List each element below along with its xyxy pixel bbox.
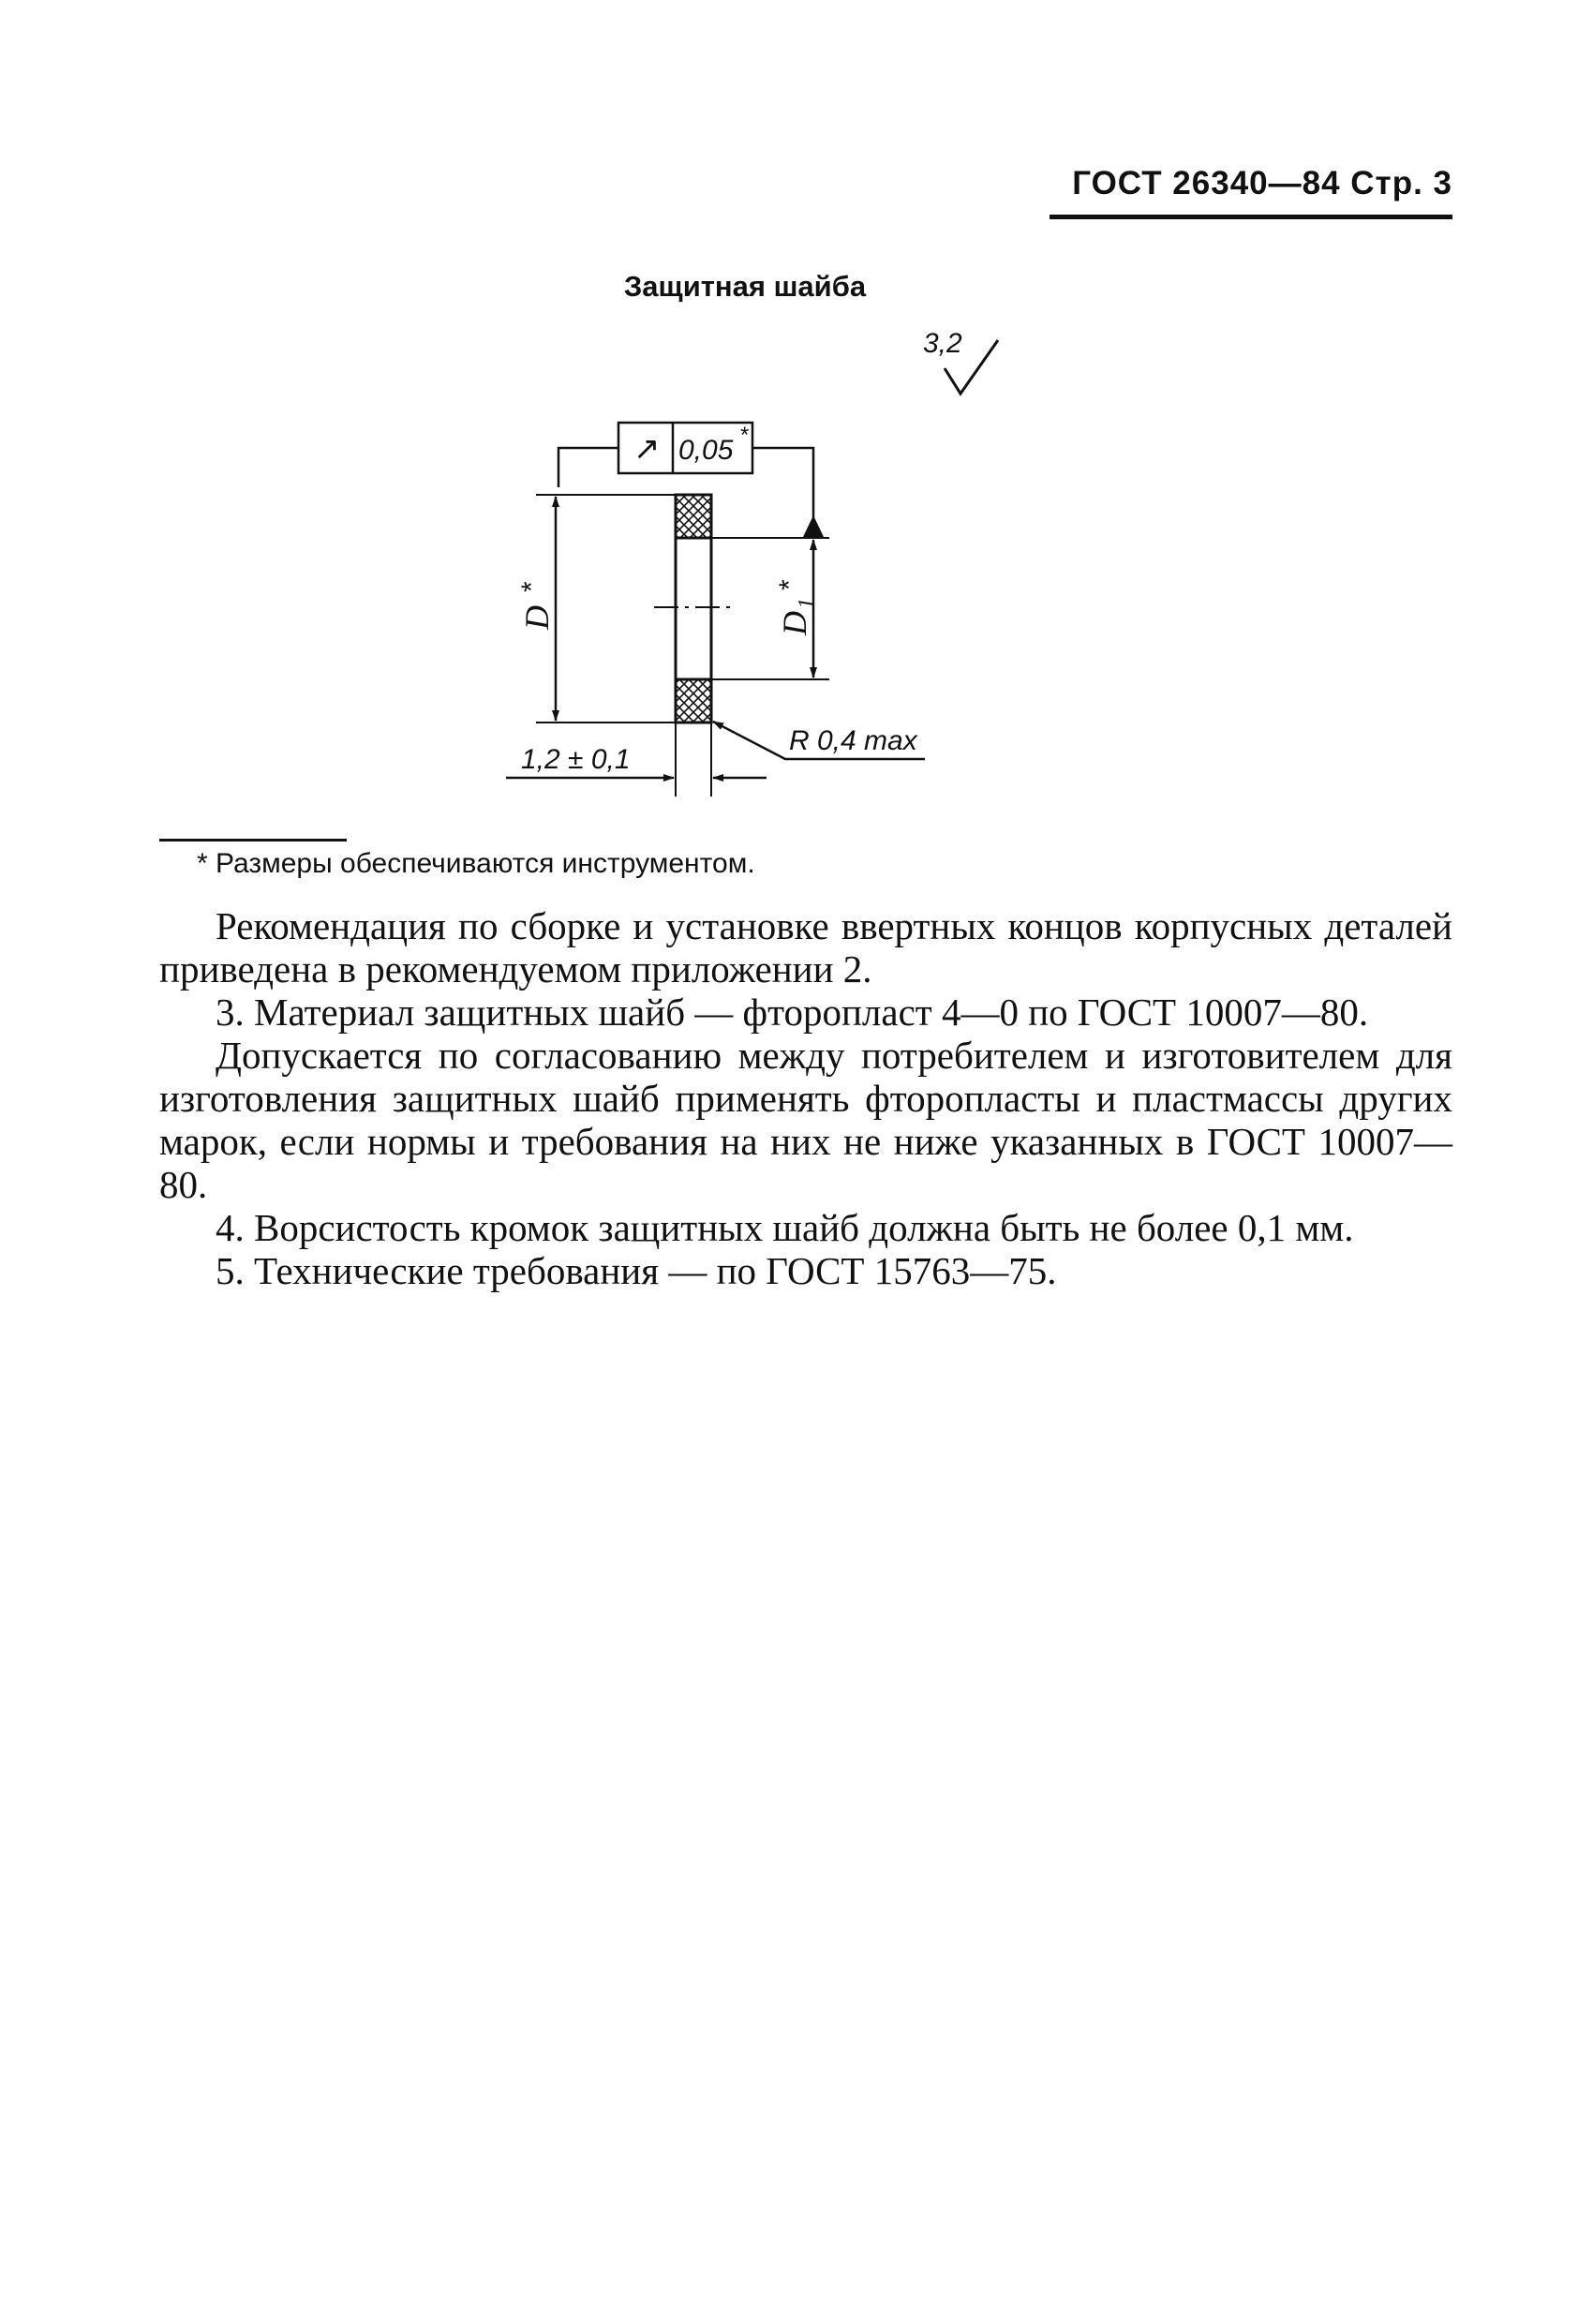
- tolerance-leader-right: [752, 448, 813, 520]
- svg-text:*: *: [774, 579, 805, 590]
- paragraph-item-3: 3. Материал защитных шайб — фторопласт 4—0 по ГОСТ 10007—80.: [216, 991, 1369, 1034]
- figure-title: Защитная шайба: [623, 270, 867, 303]
- svg-text:D: D: [518, 605, 556, 630]
- roughness-value: 3,2: [923, 328, 962, 359]
- body-text: [159, 904, 1452, 1292]
- footnote: * Размеры обеспечиваются инструментом.: [197, 848, 755, 879]
- paragraph-item-4: 4. Ворсистость кромок защитных шайб должна быть не более 0,1 мм.: [216, 1206, 1354, 1249]
- footnote-rule: [159, 839, 347, 842]
- svg-text:1: 1: [795, 598, 819, 609]
- radius-value: R 0,4 max: [789, 725, 917, 756]
- paragraph-item-5: 5. Технические требования — по ГОСТ 15763—75.: [216, 1249, 1057, 1292]
- thickness-value: 1,2 ± 0,1: [521, 744, 631, 775]
- paragraph-allowance: Допускается по согласованию между потребителем и изготовителем для изготовления защитных шайб применять фторопласты и пластмассы других марок, если нормы и требования на них не ниже указанных в ГОСТ 10007—80.: [159, 1034, 1452, 1206]
- tolerance-star: *: [740, 423, 750, 448]
- tolerance-value: 0,05: [678, 435, 734, 466]
- washer-drawing: [0, 0, 1593, 843]
- washer-section: [654, 495, 735, 723]
- roughness-sign: [923, 328, 998, 394]
- svg-text:*: *: [516, 581, 547, 592]
- runout-arrow-icon: ↗: [633, 430, 661, 468]
- svg-text:D: D: [776, 611, 813, 635]
- tolerance-leader-left: [558, 448, 618, 487]
- dim-label-d: [516, 581, 556, 631]
- running-header: ГОСТ 26340—84 Стр. 3: [1072, 165, 1452, 201]
- datum-triangle: [802, 515, 825, 539]
- tolerance-frame: [618, 423, 752, 473]
- paragraph-recommendation: Рекомендация по сборке и установке ввертных концов корпусных деталей приведена в рекомендуемом приложении 2.: [159, 904, 1452, 991]
